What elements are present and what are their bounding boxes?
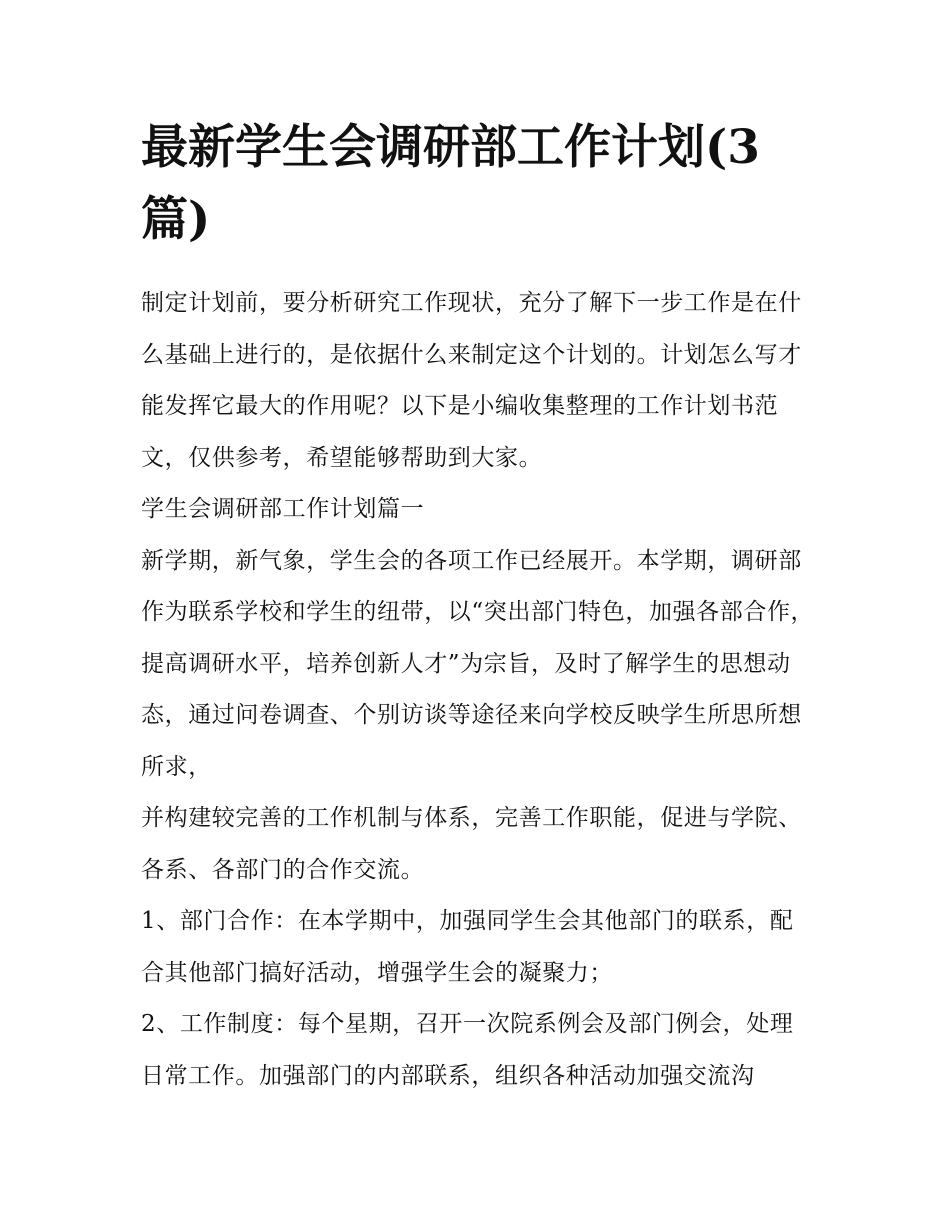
section-heading: 学生会调研部工作计划篇一 xyxy=(141,496,425,522)
paragraph-item-2: 2、工作制度：每个星期，召开一次院系例会及部门例会，处理日常工作。加强部门的内部联系，组织各种活动加强交流沟 xyxy=(141,1011,794,1089)
paragraph-item-1: 1、部门合作：在本学期中，加强同学生会其他部门的联系，配合其他部门搞好活动，增强学生会的凝聚力； xyxy=(141,908,794,986)
paragraph-mechanism: 并构建较完善的工作机制与体系，完善工作职能，促进与学院、各系、各部门的合作交流。 xyxy=(141,805,802,883)
document-content xyxy=(141,112,816,1102)
document-title: 最新学生会调研部工作计划(3篇) xyxy=(141,120,760,247)
paragraph-semester: 新学期，新气象，学生会的各项工作已经展开。本学期，调研部作为联系学校和学生的纽带，以“突出部门特色，加强各部合作，提高调研水平，培养创新人才”为宗旨，及时了解学生的思想动态，通过问卷调查、个别访谈等途径来向学校反映学生所思所想所求， xyxy=(141,547,815,780)
document-body xyxy=(141,278,816,1102)
paragraph-intro: 制定计划前，要分析研究工作现状，充分了解下一步工作是在什么基础上进行的，是依据什么来制定这个计划的。计划怎么写才能发挥它最大的作用呢？以下是小编收集整理的工作计划书范文，仅供参考，希望能够帮助到大家。 xyxy=(141,290,802,471)
